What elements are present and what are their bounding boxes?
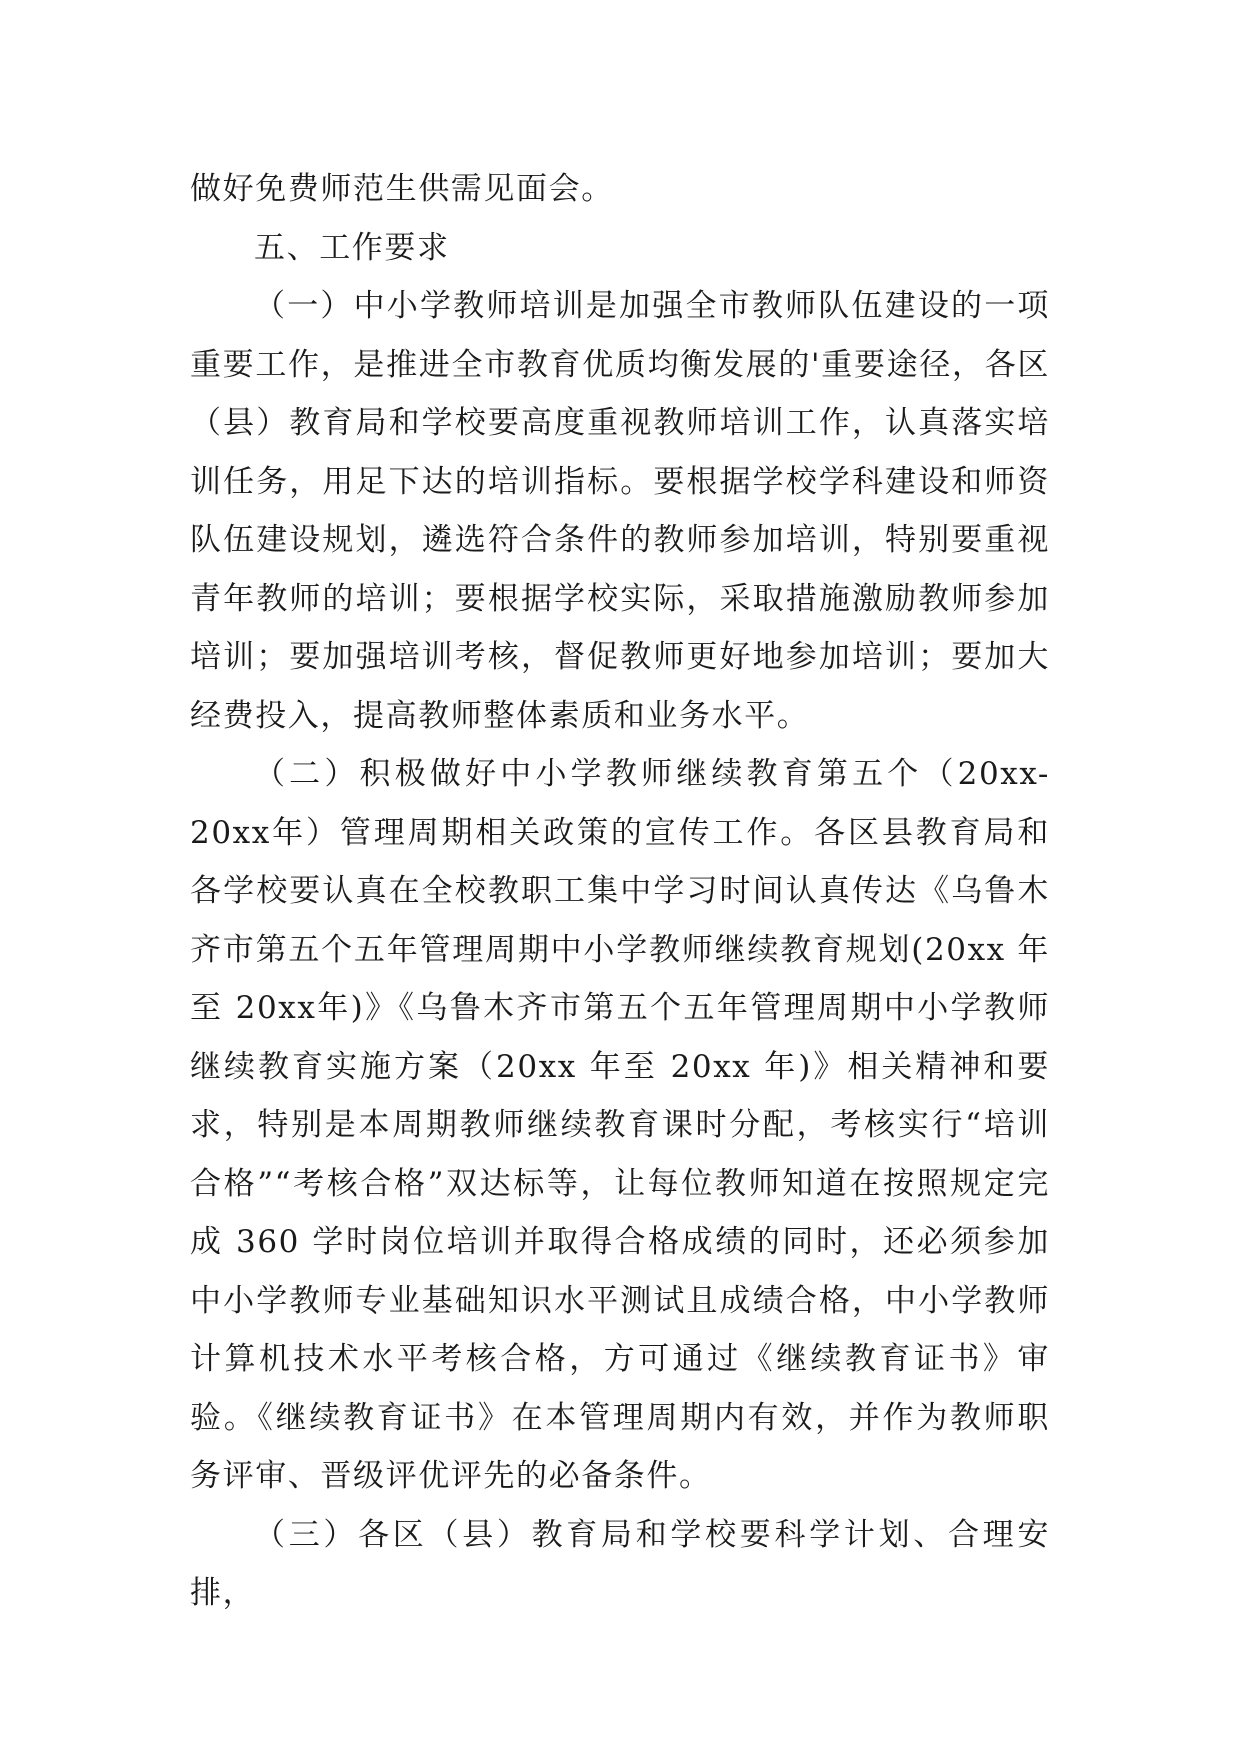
section-heading: 五、工作要求 [254,229,450,266]
paragraph-item-2: （二）积极做好中小学教师继续教育第五个（20xx-20xx年）管理周期相关政策的宣传工作。各区县教育局和各学校要认真在全校教职工集中学习时间认真传达《乌鲁木齐市第五个五年管理周期中小学教师继续教育规划(20xx 年至 20xx年)》《乌鲁木齐市第五个五年管理周期中小学教师继续教育实施方案（20xx 年至 20xx 年)》相关精神和要求，特别是本周期教师继续教育课时分配，考核实行“培训合格”“考核合格”双达标等，让每位教师知道在按照规定完成 360 学时岗位培训并取得合格成绩的同时，还必须参加中小学教师专业基础知识水平测试且成绩合格，中小学教师计算机技术水平考核合格，方可通过《继续教育证书》审验。《继续教育证书》在本管理周期内有效，并作为教师职务评审、晋级评优评先的必备条件。 [190,756,1050,1494]
document-body [190,160,1050,1623]
paragraph-item-1: （一）中小学教师培训是加强全市教师队伍建设的一项重要工作，是推进全市教育优质均衡发展的'重要途径，各区（县）教育局和学校要高度重视教师培训工作，认真落实培训任务，用足下达的培训指标。要根据学校学科建设和师资队伍建设规划，遴选符合条件的教师参加培训，特别要重视青年教师的培训；要根据学校实际，采取措施激励教师参加培训；要加强培训考核，督促教师更好地参加培训；要加大经费投入，提高教师整体素质和业务水平。 [190,288,1050,734]
paragraph-continuation: 做好免费师范生供需见面会。 [190,171,614,207]
paragraph-item-3: （三）各区（县）教育局和学校要科学计划、合理安排， [190,1516,1050,1611]
